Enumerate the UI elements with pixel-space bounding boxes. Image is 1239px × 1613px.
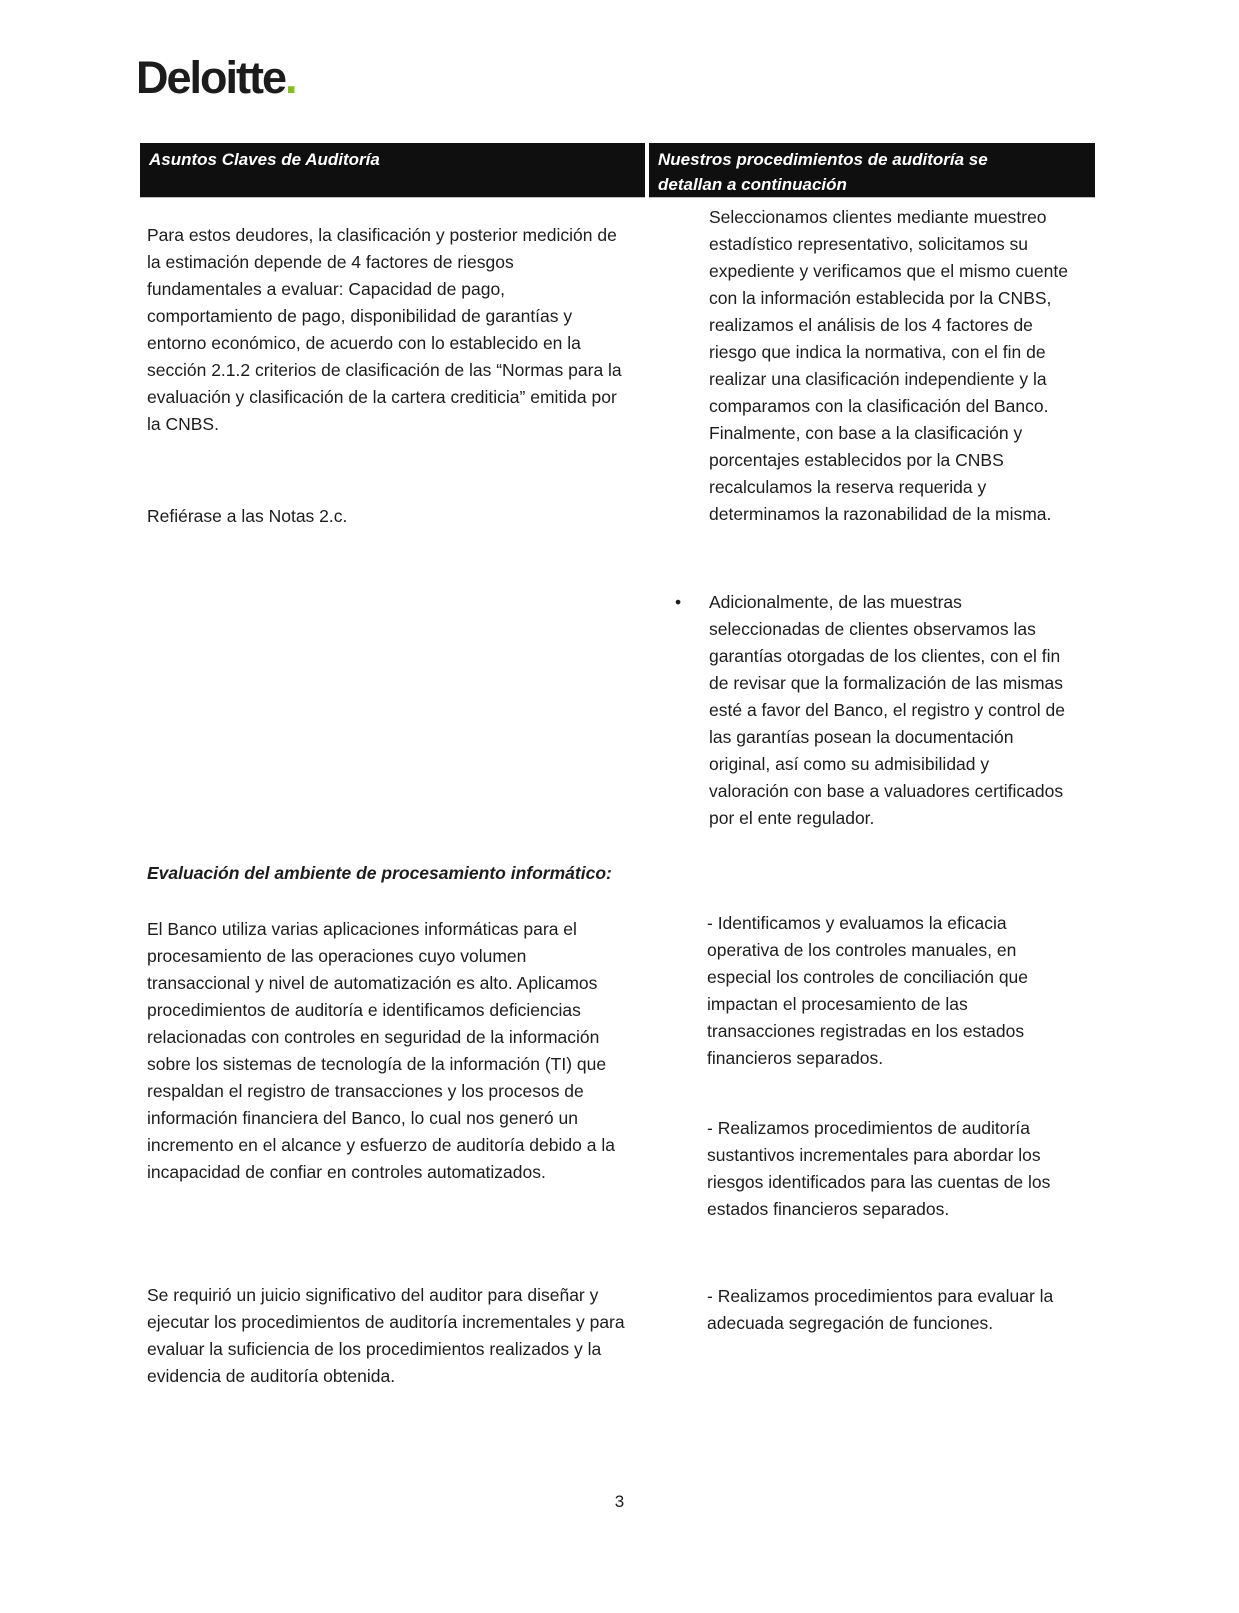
table-header-left-label: Asuntos Claves de Auditoría bbox=[149, 150, 380, 169]
right-paragraph-substantive-procedures: - Realizamos procedimientos de auditoría sustantivos incrementales para abordar los riesgos identificados para las cuentas de los estados financieros separados. bbox=[707, 1118, 1051, 1219]
right-paragraph-segregation: - Realizamos procedimientos para evaluar la adecuada segregación de funciones. bbox=[707, 1286, 1054, 1333]
deloitte-logo bbox=[136, 52, 298, 104]
right-list-item-sampling-text: Seleccionamos clientes mediante muestreo estadístico representativo, solicitamos su expediente y verificamos que el mismo cuente con la información establecida por la CNBS, realizamos el análisis de los 4 factores de riesgo que indica la normativa, con el fin de realizar una clasificación independiente y la comparamos con la clasificación del Banco. Finalmente, con base a la clasificación y porcentajes establecidos por la CNBS recalculamos la reserva requerida y determinamos la razonabilidad de la misma. bbox=[709, 207, 1068, 524]
right-list-item-sampling bbox=[669, 204, 1073, 528]
bullet-icon: • bbox=[675, 592, 682, 612]
left-paragraph-notes-reference: Refiérase a las Notas 2.c. bbox=[147, 506, 348, 526]
right-list-item-guarantees-text: Adicionalmente, de las muestras seleccionadas de clientes observamos las garantías otorgadas de los clientes, con el fin de revisar que la formalización de las mismas esté a favor del Banco, el registro y control de las garantías posean la documentación original, así como su admisibilidad y valoración con base a valuadores certificados por el ente regulador. bbox=[709, 592, 1066, 828]
page-number: 3 bbox=[614, 1492, 625, 1511]
logo-text: Deloitte bbox=[136, 52, 286, 103]
table-header-right bbox=[649, 143, 1095, 198]
table-header-right-label: Nuestros procedimientos de auditoría se detallan a continuación bbox=[658, 150, 988, 194]
left-paragraph-classification: Para estos deudores, la clasificación y posterior medición de la estimación depende de 4 factores de riesgos fundamentales a evaluar: Capacidad de pago, comportamiento de pago, disponibilidad de garantías y entorno económico, de acuerdo con lo establecido en la sección 2.1.2 criterios de clasificación de las “Normas para la evaluación y clasificación de la cartera crediticia” emitida por la CNBS. bbox=[147, 225, 622, 434]
left-heading-it-environment: Evaluación del ambiente de procesamiento informático: bbox=[147, 863, 612, 883]
right-list-item-guarantees bbox=[669, 589, 1073, 832]
left-paragraph-auditor-judgment: Se requirió un juicio significativo del auditor para diseñar y ejecutar los procedimientos de auditoría incrementales y para evaluar la suficiencia de los procedimientos realizados y la evidencia de auditoría obtenida. bbox=[147, 1285, 625, 1386]
logo-green-dot-icon: . bbox=[285, 52, 298, 103]
table-header-left bbox=[140, 143, 645, 198]
right-paragraph-manual-controls: - Identificamos y evaluamos la eficacia operativa de los controles manuales, en especial los controles de conciliación que impactan el procesamiento de las transacciones registradas en los estados financieros separados. bbox=[707, 913, 1029, 1068]
left-paragraph-it-environment: El Banco utiliza varias aplicaciones informáticas para el procesamiento de las operaciones cuyo volumen transaccional y nivel de automatización es alto. Aplicamos procedimientos de auditoría e identificamos deficiencias relacionadas con controles en seguridad de la información sobre los sistemas de tecnología de la información (TI) que respaldan el registro de transacciones y los procesos de información financiera del Banco, lo cual nos generó un incremento en el alcance y esfuerzo de auditoría debido a la incapacidad de confiar en controles automatizados. bbox=[147, 919, 615, 1182]
